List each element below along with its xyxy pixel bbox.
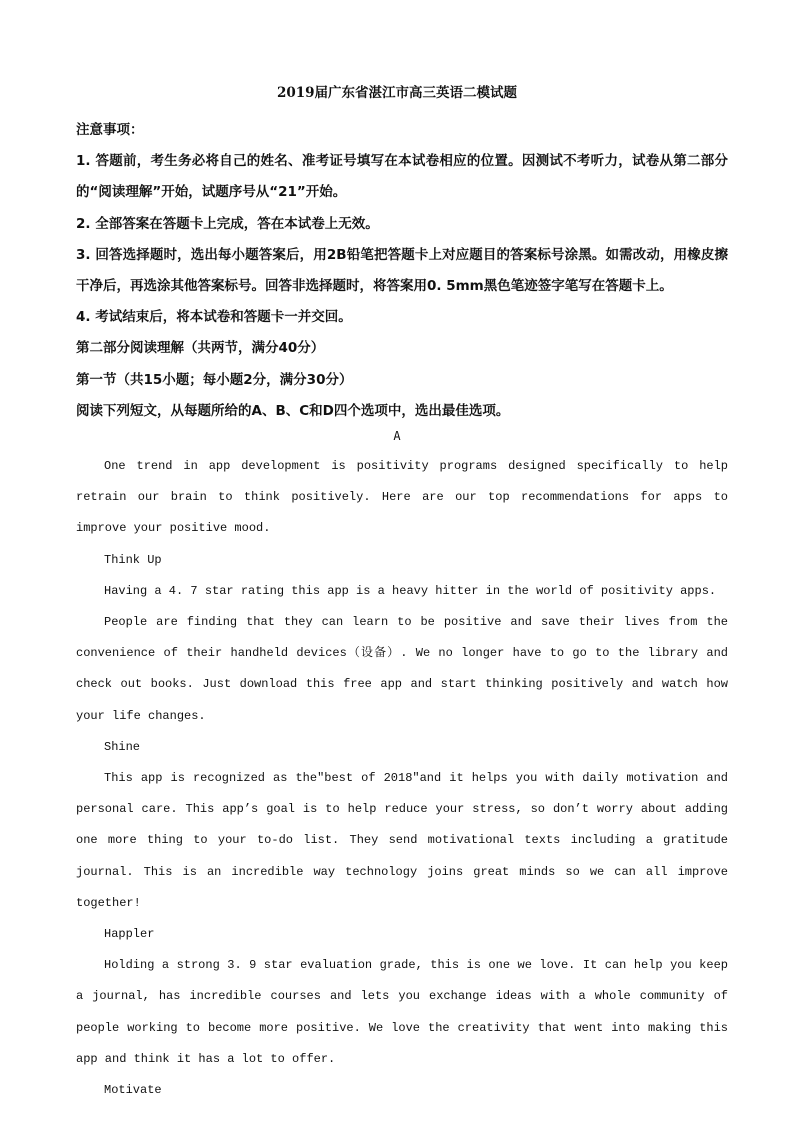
passage-a xyxy=(76,451,728,1106)
reading-instruction: 阅读下列短文，从每题所给的A、B、C和D四个选项中，选出最佳选项。 xyxy=(76,402,510,419)
exam-title: 2019届广东省湛江市高三英语二模试题 xyxy=(276,85,518,101)
passage-intro: One trend in app development is positivity programs designed specifically to help retrain our brain to think positively. Here are our top recommendations for apps to improve your positive mood. xyxy=(76,459,728,536)
app-heading-shine: Shine xyxy=(104,739,141,754)
happler-paragraph: Holding a strong 3. 9 star evaluation grade, this is one we love. It can help you keep a journal, has incredible courses and lets you exchange ideas with a whole community of people working to become more positive. We love the creativity that went into making this app and think it has a lot to offer. xyxy=(76,958,728,1066)
think-up-paragraph-1: Having a 4. 7 star rating this app is a heavy hitter in the world of positivity apps. xyxy=(104,583,717,598)
notes-item-1: 1. 答题前，考生务必将自己的姓名、准考证号填写在本试卷相应的位置。因测试不考听力，试卷从第二部分的“阅读理解”开始，试题序号从“21”开始。 xyxy=(76,153,728,201)
think-up-paragraph-2: People are finding that they can learn to be positive and save their lives from the convenience of their handheld devices（设备）. We no longer have to go to the library and check out books. Just download this free app and start thinking positively and watch how your life changes. xyxy=(76,615,728,723)
notes-item-3: 3. 回答选择题时，选出每小题答案后，用2B铅笔把答题卡上对应题目的答案标号涂黑。如需改动，用橡皮擦干净后，再选涂其他答案标号。回答非选择题时，将答案用0. 5mm黑色笔迹签字笔写在答题卡上。 xyxy=(76,246,728,295)
app-heading-happler: Happler xyxy=(104,927,155,942)
part-two-heading: 第二部分阅读理解（共两节，满分40分） xyxy=(76,340,325,357)
notes-heading: 注意事项： xyxy=(76,122,144,138)
passage-label: A xyxy=(393,429,401,443)
notes-item-4: 4. 考试结束后，将本试卷和答题卡一并交回。 xyxy=(76,309,352,326)
exam-notes xyxy=(76,115,728,427)
section-one-heading: 第一节（共15小题；每小题2分，满分30分） xyxy=(76,371,353,388)
app-heading-motivate: Motivate xyxy=(104,1083,162,1098)
app-heading-think-up: Think Up xyxy=(104,552,162,567)
shine-paragraph: This app is recognized as the"best of 2018"and it helps you with daily motivation and personal care. This app’s goal is to help reduce your stress, so don’t worry about adding one more thing to your to-do list. They send motivational texts including a gratitude journal. This is an incredible way technology joins great minds so we can all improve together! xyxy=(76,771,728,910)
notes-item-2: 2. 全部答案在答题卡上完成，答在本试卷上无效。 xyxy=(76,215,379,232)
